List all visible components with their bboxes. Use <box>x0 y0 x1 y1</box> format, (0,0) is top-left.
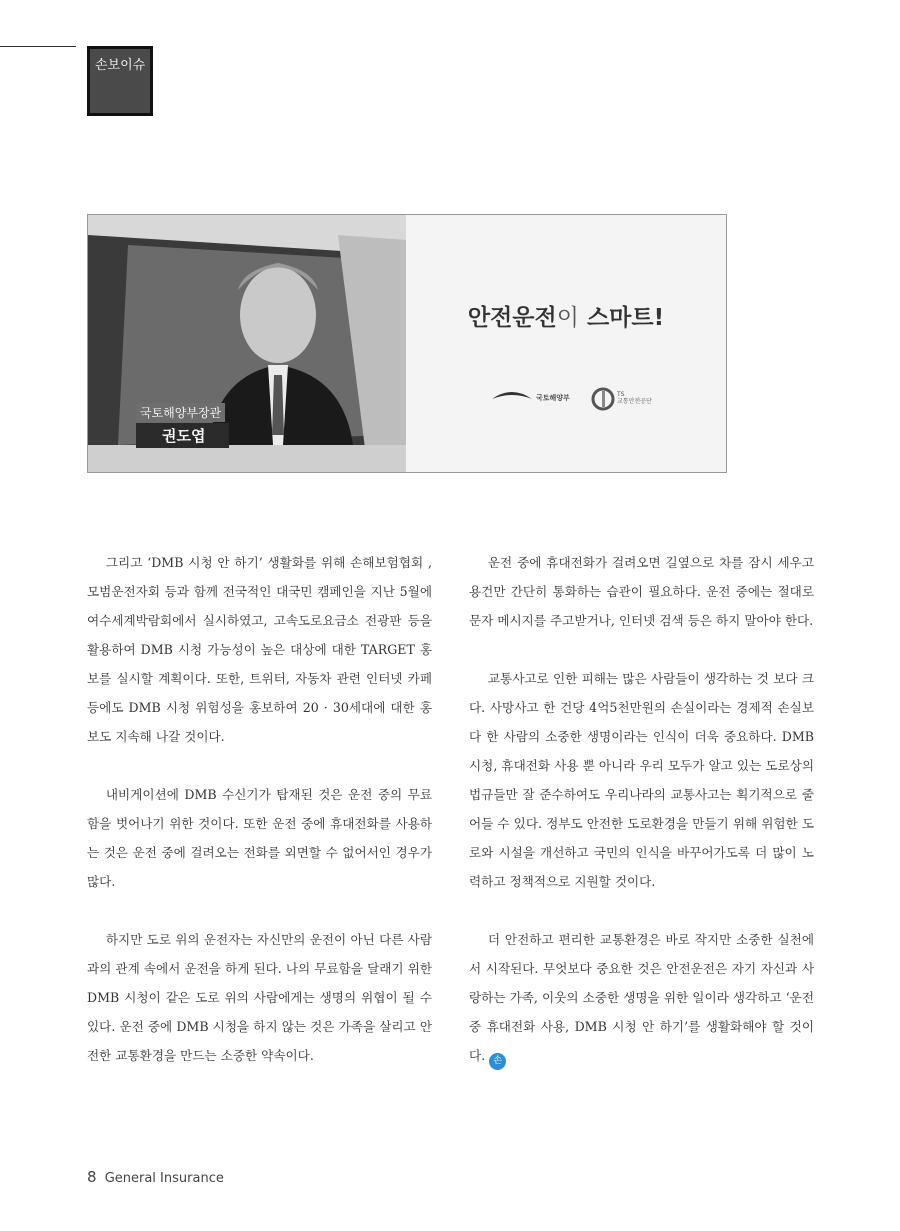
ministry-logo-text: 국토해양부 <box>536 394 570 402</box>
hero-banner <box>87 214 727 473</box>
caption-role: 국토해양부장관 <box>136 403 225 422</box>
paragraph: 운전 중에 휴대전화가 걸려오면 길옆으로 차를 잠시 세우고 용건만 간단히 통화하는 습관이 필요하다. 운전 중에는 절대로 문자 메시지를 주고받거나, 인터넷 검색 등은 하지 말아야 한다. <box>469 555 814 628</box>
end-mark-icon: 손 <box>489 1053 506 1070</box>
ts-logo-name: 교통안전공단 <box>617 398 652 405</box>
paragraph-final <box>469 925 814 1070</box>
left-column <box>87 548 432 1099</box>
minister-photo <box>88 215 406 472</box>
page-number: 8 <box>87 1168 97 1186</box>
paragraph: 그리고 ‘DMB 시청 안 하기’ 생활화를 위해 손해보험협회 ,모범운전자회 등과 함께 전국적인 대국민 캠페인을 지난 5월에 여수세계박람회에서 실시하였고, 고속도로요금소 전광판 등을 활용하여 DMB 시청 가능성이 높은 대상에 대한 TARGET 홍보를 실시할 계획이다. 또한, 트위터, 자동차 관련 인터넷 카페 등에도 DMB 시청 위험성을 홍보하여 20 · 30세대에 대한 홍보도 지속해 나갈 것이다. <box>87 555 432 744</box>
ts-logo-abbr: TS <box>617 391 625 398</box>
campaign-panel <box>406 215 726 472</box>
slogan-bold: 안전운전 <box>467 305 557 331</box>
ts-logo-icon <box>591 387 615 411</box>
ts-logo-text <box>617 391 652 405</box>
right-column <box>469 548 814 1099</box>
section-badge <box>87 46 153 116</box>
page-footer <box>87 1168 224 1186</box>
paragraph: 하지만 도로 위의 운전자는 자신만의 운전이 아닌 다른 사람과의 관계 속에서 운전을 하게 된다. 나의 무료함을 달래기 위한 DMB 시청이 같은 도로 위의 사람에게는 생명의 위협이 될 수 있다. 운전 중에 DMB 시청을 하지 않는 것은 가족을 살리고 안전한 교통환경을 만드는 소중한 약속이다. <box>87 932 432 1063</box>
slogan-particle: 이 <box>556 305 579 331</box>
top-rule <box>0 46 76 47</box>
paragraph: 교통사고로 인한 피해는 많은 사람들이 생각하는 것 보다 크다. 사망사고 한 건당 4억5천만원의 손실이라는 경제적 손실보다 한 사람의 소중한 생명이라는 인식이 더욱 중요하다. DMB 시청, 휴대전화 사용 뿐 아니라 우리 모두가 알고 있는 도로상의 법규들만 잘 준수하여도 우리나라의 교통사고는 획기적으로 줄어들 수 있다. 정부도 안전한 도로환경을 만들기 위해 위험한 도로와 시설을 개선하고 국민의 인식을 바꾸어가도록 더 많이 노력하고 정책적으로 지원할 것이다. <box>469 671 814 889</box>
campaign-slogan <box>406 299 726 332</box>
publication-name: General Insurance <box>104 1171 224 1186</box>
paragraph-final-text: 더 안전하고 편리한 교통환경은 바로 작지만 소중한 실천에서 시작된다. 무엇보다 중요한 것은 안전운전은 자기 자신과 사랑하는 가족, 이웃의 소중한 생명을 위한 일이라 생각하고 ‘운전 중 휴대전화 사용, DMB 시청 안 하기’를 생활화해야 할 것이다. <box>469 932 814 1063</box>
ministry-logo-icon <box>490 387 534 403</box>
caption-name: 권도엽 <box>136 423 229 448</box>
slogan-rest: 스마트! <box>586 305 665 331</box>
section-label: 손보이슈 <box>95 58 146 73</box>
paragraph: 내비게이션에 DMB 수신기가 탑재된 것은 운전 중의 무료함을 벗어나기 위한 것이다. 또한 운전 중에 휴대전화를 사용하는 것은 운전 중에 걸려오는 전화를 외면할 수 없어서인 경우가 많다. <box>87 787 432 889</box>
